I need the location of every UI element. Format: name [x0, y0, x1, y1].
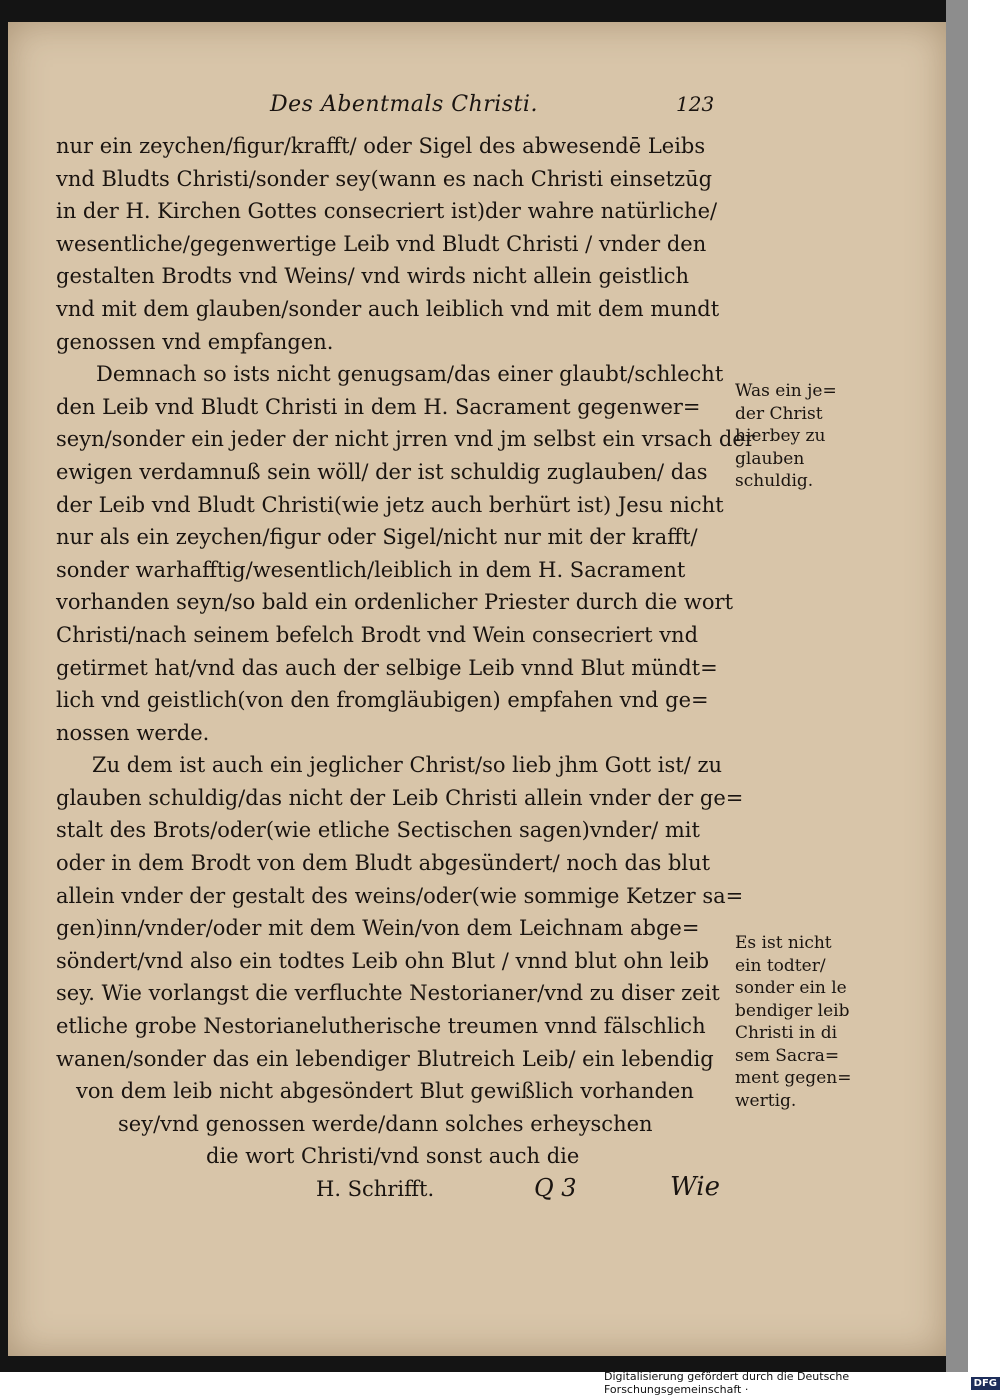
margin-note-line: sonder ein le: [735, 978, 847, 998]
text-line: wesentliche/gegenwertige Leib vnd Bludt Christi / vnder den: [56, 231, 707, 256]
text-line: allein vnder der gestalt des weins/oder(wie sommige Ketzer sa=: [56, 883, 744, 908]
signature-mark: Q 3: [534, 1174, 577, 1202]
text-line: nur ein zeychen/figur/krafft/ oder Sigel des abwesendē Leibs: [56, 134, 706, 158]
text-line: Christi/nach seinem befelch Brodt vnd Wein consecriert vnd: [56, 622, 699, 647]
margin-note-line: der Christ: [735, 403, 823, 424]
page-number: 123: [676, 92, 715, 116]
text-line: seyn/sonder ein jeder der nicht jrren vnd jm selbst ein vrsach der: [56, 427, 755, 452]
margin-note-line: sem Sacra=: [735, 1045, 840, 1066]
text-line: lich vnd geistlich(von den fromgläubigen) empfahen vnd ge=: [56, 688, 709, 713]
text-line: sey. Wie vorlangst die verfluchte Nestorianer/vnd zu diser zeit: [56, 981, 720, 1006]
text-line: gen)inn/vnder/oder mit dem Wein/von dem Leichnam abge=: [56, 916, 700, 941]
text-line: vnd mit dem glauben/sonder auch leiblich vnd mit dem mundt: [56, 296, 720, 321]
margin-note-line: ment gegen=: [735, 1068, 852, 1088]
text-line: gestalten Brodts vnd Weins/ vnd wirds nicht allein geistlich: [56, 264, 690, 289]
text-line: vorhanden seyn/so bald ein ordenlicher Priester durch die wort: [56, 590, 734, 615]
margin-note-line: bendiger leib: [735, 1000, 850, 1021]
margin-note-line: Was ein je=: [735, 381, 837, 401]
margin-note-line: glauben: [735, 448, 805, 469]
text-line: in der H. Kirchen Gottes consecriert ist)der wahre natürliche/: [56, 199, 718, 224]
digitization-footer: [604, 1370, 1000, 1396]
text-line: Zu dem ist auch ein jeglicher Christ/so lieb jhm Gott ist/ zu: [92, 753, 723, 778]
margin-note-line: ein todter/: [735, 955, 826, 976]
text-line: Demnach so ists nicht genugsam/das einer glaubt/schlecht: [96, 362, 724, 387]
text-line: sey/vnd genossen werde/dann solches erheyschen: [118, 1111, 653, 1136]
dfg-logo-icon: DFG: [971, 1377, 1000, 1390]
margin-note-line: hierbey zu: [735, 426, 826, 446]
footer-credit-text: Digitalisierung gefördert durch die Deutsche Forschungsgemeinschaft ·: [604, 1370, 850, 1396]
text-line: der Leib vnd Bludt Christi(wie jetz auch berhürt ist) Jesu nicht: [56, 492, 724, 517]
margin-note-christian-duty: [735, 380, 865, 493]
margin-note-line: schuldig.: [735, 471, 814, 491]
text-line: glauben schuldig/das nicht der Leib Christi allein vnder der ge=: [56, 785, 744, 810]
text-line: vnd Bludts Christi/sonder sey(wann es nach Christi einsetzūg: [56, 166, 713, 191]
text-line: oder in dem Brodt von dem Bludt abgesündert/ noch das blut: [56, 851, 711, 876]
margin-note-line: wertig.: [735, 1090, 797, 1111]
margin-note-living-body: [735, 932, 865, 1112]
margin-note-line: Es ist nicht: [735, 933, 832, 953]
margin-note-line: Christi in di: [735, 1023, 838, 1043]
text-line: söndert/vnd also ein todtes Leib ohn Blut / vnnd blut ohn leib: [56, 948, 710, 973]
text-line: sonder warhafftig/wesentlich/leiblich in dem H. Sacrament: [56, 557, 686, 582]
text-line: H. Schrifft.: [316, 1177, 435, 1201]
text-line: ewigen verdamnuß sein wöll/ der ist schuldig zuglauben/ das: [56, 459, 708, 484]
running-head: Des Abentmals Christi.: [270, 92, 538, 117]
text-line: nur als ein zeychen/figur oder Sigel/nicht nur mit der krafft/: [56, 525, 698, 550]
text-line: wanen/sonder das ein lebendiger Blutreich Leib/ ein lebendig: [56, 1046, 714, 1071]
text-line: stalt des Brots/oder(wie etliche Sectischen sagen)vnder/ mit: [56, 818, 700, 843]
text-line: den Leib vnd Bludt Christi in dem H. Sacrament gegenwer=: [56, 394, 701, 419]
scanner-edge: [946, 0, 968, 1372]
text-line: die wort Christi/vnd sonst auch die: [206, 1144, 580, 1169]
text-line: etliche grobe Nestorianelutherische treumen vnnd fälschlich: [56, 1014, 706, 1039]
catchword: Wie: [670, 1172, 720, 1202]
text-line: genossen vnd empfangen.: [56, 329, 334, 354]
text-line: nossen werde.: [56, 720, 210, 745]
text-line: getirmet hat/vnd das auch der selbige Leib vnnd Blut mündt=: [56, 655, 718, 680]
text-line: von dem leib nicht abgesöndert Blut gewißlich vorhanden: [76, 1079, 694, 1104]
main-text-column: [56, 130, 755, 1206]
